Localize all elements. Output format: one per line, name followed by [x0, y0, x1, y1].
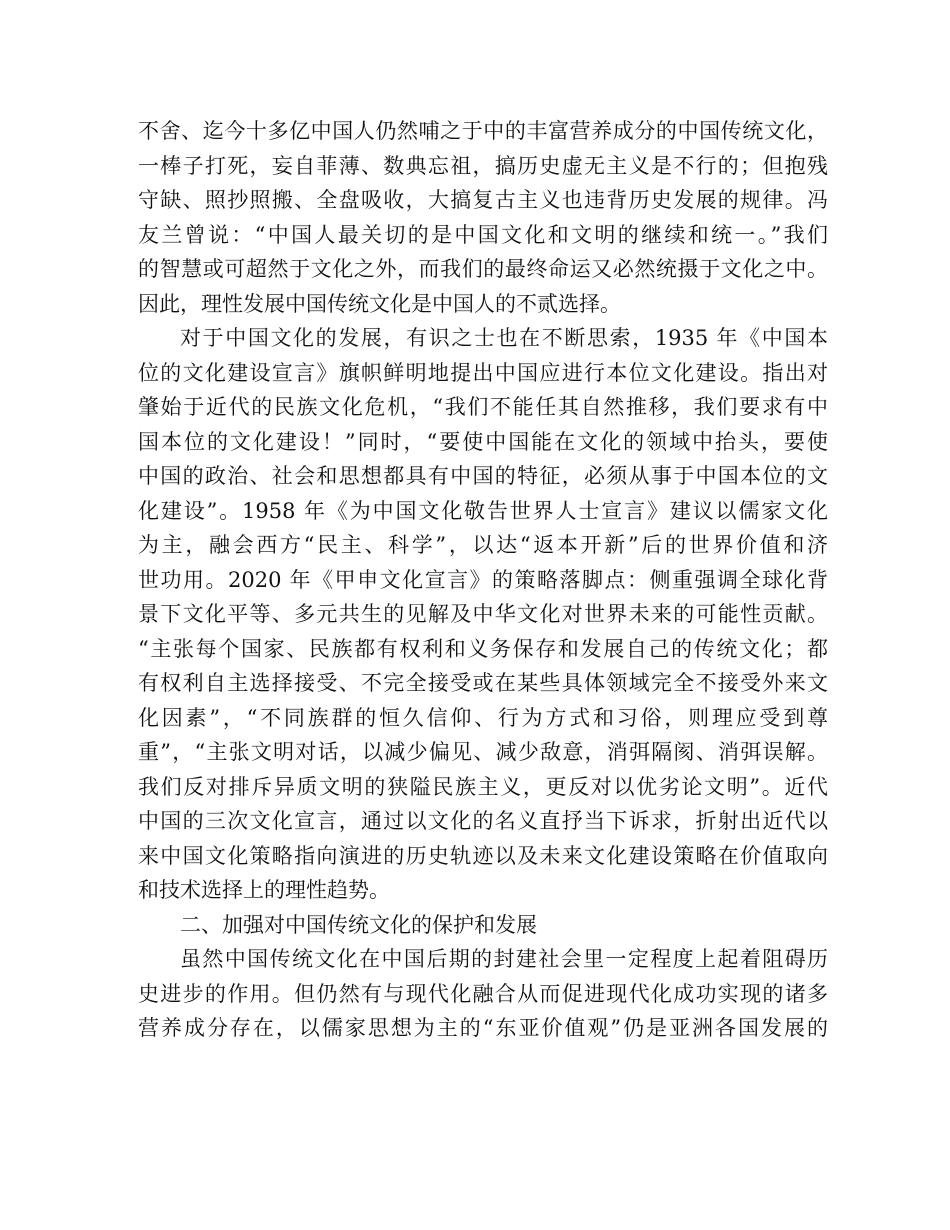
text-line: 不舍、迄今十多亿中国人仍然哺之于中的丰富营养成分的中国传统文化， [138, 119, 828, 143]
text-line: 重”，“主张文明对话，以减少偏见、减少敌意，消弭隔阂、消弭误解。 [138, 740, 828, 764]
text-line: 肇始于近代的民族文化危机，“我们不能任其自然推移，我们要求有中 [138, 395, 828, 419]
text-line: 史进步的作用。但仍然有与现代化融合从而促进现代化成功实现的诸多 [138, 981, 828, 1006]
text-line: 中国的三次文化宣言，通过以文化的名义直抒当下诉求，折射出近代以 [138, 809, 828, 833]
text-line: 营养成分存在，以儒家思想为主的“东亚价值观”仍是亚洲各国发展的 [138, 1016, 828, 1040]
text-line: 化建设”。1958 年《为中国文化敬告世界人士宣言》建议以儒家文化 [138, 498, 828, 523]
text-line: 有权利自主选择接受、不完全接受或在某些具体领域完全不接受外来文 [138, 671, 828, 695]
text-line: 为主，融会西方“民主、科学”，以达“返本开新”后的世界价值和济 [138, 533, 828, 557]
paragraph-first-line: 对于中国文化的发展，有识之士也在不断思索，1935 年《中国本 [180, 326, 828, 350]
text-line: 我们反对排斥异质文明的狭隘民族主义，更反对以优劣论文明”。近代 [138, 774, 828, 799]
text-line: 一棒子打死，妄自菲薄、数典忘祖，搞历史虚无主义是不行的；但抱残 [138, 153, 828, 178]
text-line: 世功用。2020 年《甲申文化宣言》的策略落脚点：侧重强调全球化背 [138, 567, 828, 592]
text-line: 的智慧或可超然于文化之外，而我们的最终命运又必然统摄于文化之中。 [138, 257, 828, 281]
text-line: “主张每个国家、民族都有权利和义务保存和发展自己的传统文化；都 [138, 636, 828, 661]
text-line: 和技术选择上的理性趋势。 [138, 878, 390, 902]
text-line: 国本位的文化建设！”同时，“要使中国能在文化的领域中抬头，要使 [138, 429, 828, 454]
text-line: 守缺、照抄照搬、全盘吸收，大搞复古主义也违背历史发展的规律。冯 [138, 188, 828, 212]
text-line: 化因素”，“不同族群的恒久信仰、行为方式和习俗，则理应受到尊 [138, 705, 828, 730]
text-line: 来中国文化策略指向演进的历史轨迹以及未来文化建设策略在价值取向 [138, 843, 828, 868]
body-text [138, 114, 828, 1046]
text-line: 中国的政治、社会和思想都具有中国的特征，必须从事于中国本位的文 [138, 464, 828, 488]
text-line: 因此，理性发展中国传统文化是中国人的不贰选择。 [138, 291, 621, 316]
section-heading: 二、加强对中国传统文化的保护和发展 [180, 912, 537, 937]
text-line: 友兰曾说：“中国人最关切的是中国文化和文明的继续和统一。”我们 [138, 222, 828, 247]
paragraph-first-line: 虽然中国传统文化在中国后期的封建社会里一定程度上起着阻碍历 [180, 947, 828, 971]
text-line: 景下文化平等、多元共生的见解及中华文化对世界未来的可能性贡献。 [138, 602, 828, 626]
text-line: 位的文化建设宣言》旗帜鲜明地提出中国应进行本位文化建设。指出对 [138, 360, 828, 385]
